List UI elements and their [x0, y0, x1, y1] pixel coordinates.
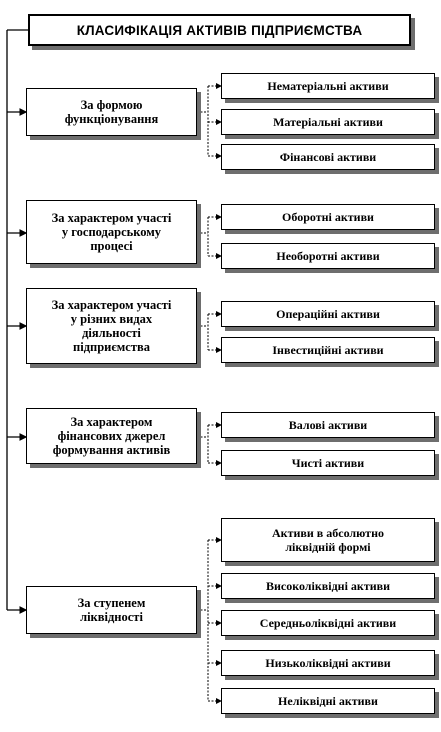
item-financial-assets: [221, 144, 435, 170]
item-label: Операційні активи: [276, 307, 380, 321]
category-by-participation-in-economic-process: [26, 200, 197, 264]
item-label: Валові активи: [288, 418, 368, 432]
category-by-form-of-functioning: [26, 88, 197, 136]
category-label: За характером участі у господарському процесі: [51, 211, 172, 253]
category-label: За ступенем ліквідності: [77, 596, 146, 624]
item-illiquid-assets: [221, 688, 435, 714]
item-highly-liquid-assets: [221, 573, 435, 599]
item-tangible-assets: [221, 109, 435, 135]
item-label: Фінансові активи: [279, 150, 377, 164]
category-by-participation-in-activities: [26, 288, 197, 364]
item-label: Середньоліквідні активи: [259, 616, 397, 630]
item-label: Неліквідні активи: [278, 694, 378, 708]
item-low-liquid-assets: [221, 650, 435, 676]
category-label: За характером участі у різних видах діяльності підприємства: [51, 298, 172, 354]
item-medium-liquid-assets: [221, 610, 435, 636]
item-absolutely-liquid-assets: [221, 518, 435, 562]
item-label: Активи в абсолютно ліквідній формі: [272, 526, 384, 554]
item-label: Необоротні активи: [276, 249, 380, 263]
item-investment-assets: [221, 337, 435, 363]
item-label: Інвестиційні активи: [272, 343, 384, 357]
item-label: Високоліквідні активи: [265, 579, 391, 593]
category-by-financing-sources: [26, 408, 197, 464]
item-label: Чисті активи: [291, 456, 365, 470]
item-label: Оборотні активи: [282, 210, 374, 224]
category-by-liquidity-degree: [26, 586, 197, 634]
item-net-assets: [221, 450, 435, 476]
category-label: За характером фінансових джерел формування активів: [52, 415, 171, 457]
item-label: Нематеріальні активи: [267, 79, 389, 93]
diagram-title-text: КЛАСИФІКАЦІЯ АКТИВІВ ПІДПРИЄМСТВА: [76, 22, 363, 38]
item-current-assets: [221, 204, 435, 230]
item-intangible-assets: [221, 73, 435, 99]
item-label: Матеріальні активи: [273, 115, 383, 129]
item-operating-assets: [221, 301, 435, 327]
item-label: Низьколіквідні активи: [265, 656, 391, 670]
item-non-current-assets: [221, 243, 435, 269]
item-gross-assets: [221, 412, 435, 438]
diagram-title: [28, 14, 411, 46]
category-label: За формою функціонування: [64, 98, 159, 126]
